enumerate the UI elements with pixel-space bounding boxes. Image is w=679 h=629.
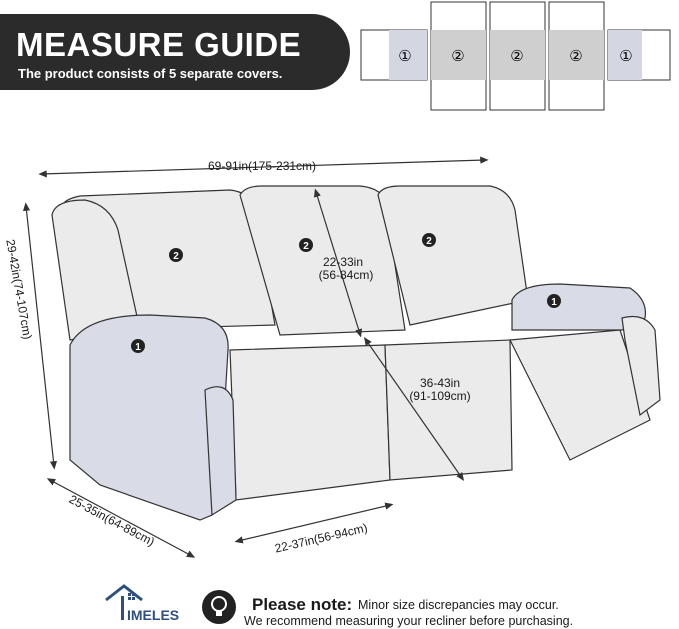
sofa-illustration bbox=[52, 186, 660, 520]
depth-label: 25-35in(64-89cm) bbox=[66, 492, 157, 549]
piece-label-4: ② bbox=[569, 48, 583, 65]
svg-text:2: 2 bbox=[426, 236, 432, 247]
piece-label-3: ② bbox=[510, 48, 524, 65]
lightbulb-icon bbox=[202, 590, 236, 624]
note-heading: Please note: bbox=[252, 595, 353, 614]
width-label: 69-91in(175-231cm) bbox=[207, 159, 317, 173]
seat-depth-label-in: 36-43in bbox=[419, 376, 461, 390]
back-height-label-cm: (56-84cm) bbox=[318, 268, 374, 282]
piece-label-5: ① bbox=[619, 48, 633, 65]
piece-label-2: ② bbox=[451, 48, 465, 65]
brand-name: IMELES bbox=[127, 607, 180, 623]
page-subtitle: The product consists of 5 separate covers. bbox=[18, 66, 283, 81]
cover-pieces-diagram bbox=[361, 2, 670, 110]
svg-text:1: 1 bbox=[135, 342, 141, 353]
svg-text:2: 2 bbox=[303, 241, 309, 252]
page-title: MEASURE GUIDE bbox=[16, 26, 302, 63]
seat-depth-label-cm: (91-109cm) bbox=[409, 389, 471, 403]
back-height-label-in: 22-33in bbox=[322, 255, 364, 269]
seat-width-label: 22-37in(56-94cm) bbox=[273, 520, 369, 556]
seat-cushion-left bbox=[230, 345, 390, 500]
arm-left bbox=[70, 315, 229, 520]
svg-text:1: 1 bbox=[551, 297, 557, 308]
svg-text:2: 2 bbox=[173, 251, 179, 262]
brand-logo bbox=[104, 584, 186, 624]
piece-label-1: ① bbox=[398, 48, 412, 65]
note-text-line2: We recommend measuring your recliner before purchasing. bbox=[244, 614, 574, 628]
note-text: Minor size discrepancies may occur. bbox=[358, 598, 559, 612]
height-label: 29-42in(74-107cm) bbox=[3, 238, 35, 341]
